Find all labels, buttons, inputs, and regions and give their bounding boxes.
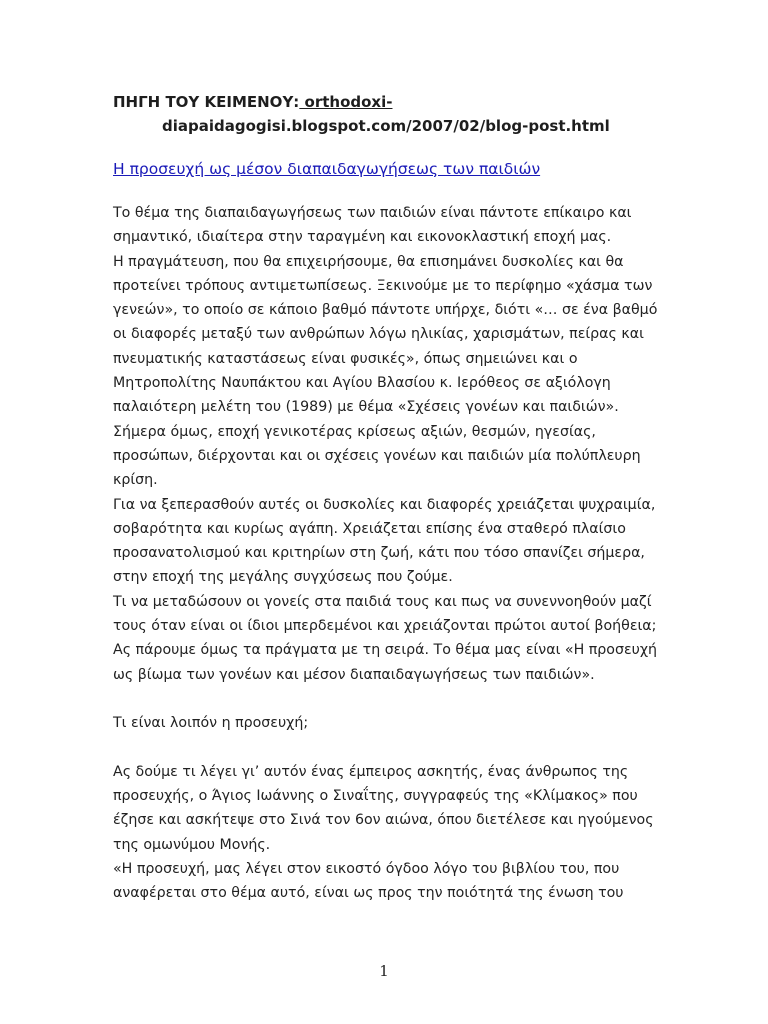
body-line: αναφέρεται στο θέμα αυτό, είναι ως προς την ποιότητά της ένωση του (113, 885, 624, 902)
body-line: Ας δούμε τι λέγει γι’ αυτόν ένας έμπειρος ασκητής, ένας άνθρωπος της (113, 763, 629, 780)
body-line: παλαιότερη μελέτη του (1989) με θέμα «Σχέσεις γονέων και παιδιών». (113, 399, 619, 416)
body-line: στην εποχή της μεγάλης συγχύσεως που ζούμε. (113, 569, 453, 586)
body-line: Ας πάρουμε όμως τα πράγματα με τη σειρά. Το θέμα μας είναι «Η προσευχή (113, 642, 658, 659)
source-reference (113, 90, 610, 138)
body-line: προτείνει τρόπους αντιμετωπίσεως. Ξεκινούμε με το περίφημο «χάσμα των (113, 277, 653, 294)
body-line: σημαντικό, ιδιαίτερα στην ταραγμένη και εικονοκλαστική εποχή μας. (113, 229, 612, 246)
body-line: πνευματικής καταστάσεως είναι φυσικές», όπως σημειώνει και ο (113, 350, 578, 367)
page-number: 1 (379, 962, 389, 980)
paragraph-gap (113, 736, 653, 760)
body-line: Τι να μεταδώσουν οι γονείς στα παιδιά τους και πως να συνεννοηθούν μαζί (113, 593, 652, 610)
body-line: της ομωνύμου Μονής. (113, 836, 271, 853)
body-line: Σήμερα όμως, εποχή γενικοτέρας κρίσεως αξιών, θεσμών, ηγεσίας, (113, 423, 596, 440)
body-line: Το θέμα της διαπαιδαγωγήσεως των παιδιών είναι πάντοτε επίκαιρο και (113, 205, 632, 221)
document-title-link[interactable]: Η προσευχή ως μέσον διαπαιδαγωγήσεως των παιδιών (113, 160, 541, 178)
body-line: ως βίωμα των γονέων και μέσον διαπαιδαγωγήσεως των παιδιών». (113, 666, 595, 683)
body-line: προσώπων, διέρχονται και οι σχέσεις γονέων και παιδιών μία πολύπλευρη (113, 447, 641, 464)
body-line: κρίση. (113, 472, 158, 489)
body-line: γενεών», το οποίο σε κάποιο βαθμό πάντοτε υπήρχε, διότι «… σε ένα βαθμό (113, 302, 658, 319)
body-line: Τι είναι λοιπόν η προσευχή; (113, 715, 309, 732)
body-line: Μητροπολίτης Ναυπάκτου και Αγίου Βλασίου κ. Ιερόθεος σε αξιόλογη (113, 375, 611, 392)
paragraph-gap (113, 687, 653, 711)
body-text (113, 201, 658, 906)
body-line: οι διαφορές μεταξύ των ανθρώπων λόγω ηλικίας, χαρισμάτων, πείρας και (113, 326, 644, 343)
body-line: σοβαρότητα και κυρίως αγάπη. Χρειάζεται επίσης ένα σταθερό πλαίσιο (113, 520, 626, 537)
source-label: ΠΗΓΗ ΤΟΥ ΚΕΙΜΕΝΟΥ: (113, 93, 300, 111)
source-url-part2[interactable]: diapaidagogisi.blogspot.com/2007/02/blog-post.html (162, 117, 610, 135)
body-line: «Η προσευχή, μας λέγει στον εικοστό όγδοο λόγο του βιβλίου του, που (113, 861, 620, 878)
body-line: τους όταν είναι οι ίδιοι μπερδεμένοι και χρειάζονται πρώτοι αυτοί βοήθεια; (113, 618, 657, 635)
source-line-1 (113, 90, 610, 114)
body-line: Η πραγμάτευση, που θα επιχειρήσουμε, θα επισημάνει δυσκολίες και θα (113, 253, 624, 270)
source-url-part1[interactable]: orthodoxi- (299, 93, 393, 111)
body-line: προσανατολισμού και κριτηρίων στη ζωή, κάτι που τόσο σπανίζει σήμερα, (113, 545, 645, 562)
body-line: έζησε και ασκήτεψε στο Σινά τον 6ον αιώνα, όπου διετέλεσε και ηγούμενος (113, 812, 654, 829)
body-line: Για να ξεπερασθούν αυτές οι δυσκολίες και διαφορές χρειάζεται ψυχραιμία, (113, 496, 656, 513)
body-line: προσευχής, ο Άγιος Ιωάννης ο Σιναΐτης, συγγραφεύς της «Κλίμακος» που (113, 788, 638, 805)
